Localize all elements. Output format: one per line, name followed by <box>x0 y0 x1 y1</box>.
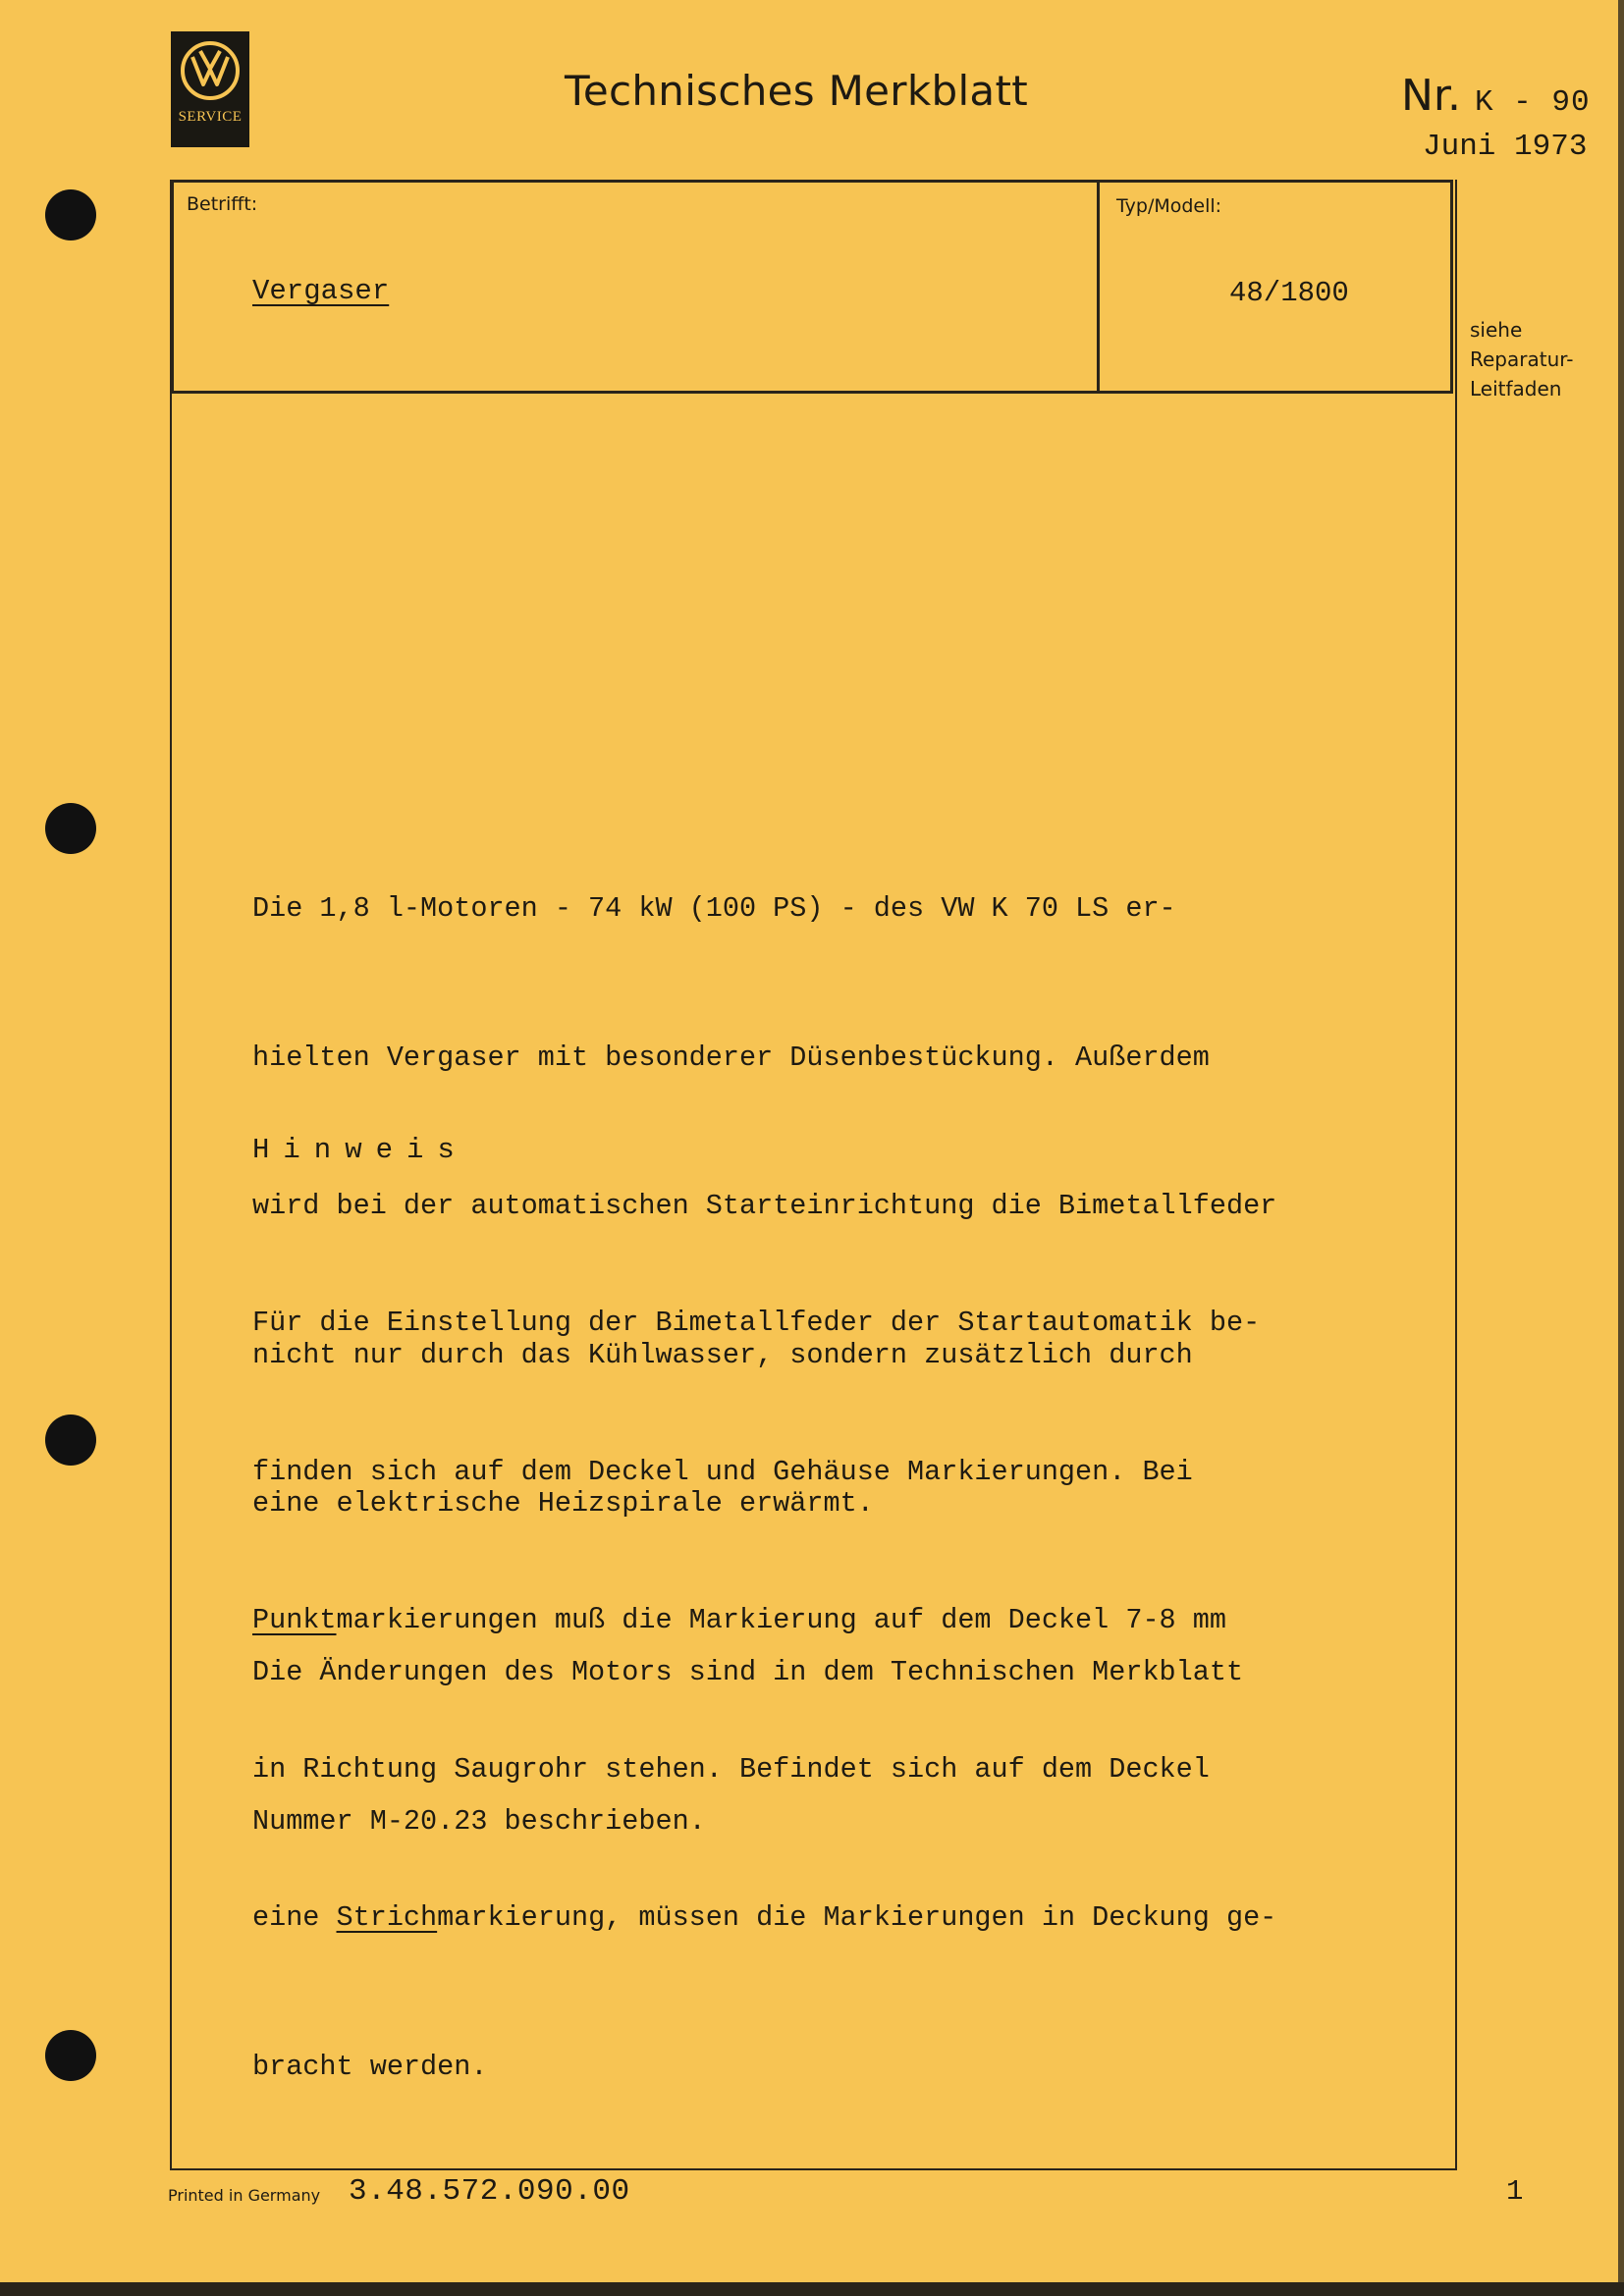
text-line: Nummer M-20.23 beschrieben. <box>252 1804 706 1838</box>
punch-hole <box>45 1415 96 1466</box>
punch-hole <box>45 189 96 240</box>
text-line: eine elektrische Heizspirale erwärmt. <box>252 1487 874 1520</box>
document-title: Technisches Merkblatt <box>565 67 1028 115</box>
text-segment: eine <box>252 1901 337 1934</box>
page-number: 1 <box>1506 2175 1524 2208</box>
number-value: K - 90 <box>1474 85 1591 120</box>
text-line <box>252 1894 1381 1944</box>
punch-hole <box>45 803 96 854</box>
text-line: Die Änderungen des Motors sind in dem Technischen Merkblatt <box>252 1656 1244 1688</box>
text-line: bracht werden. <box>252 2050 488 2083</box>
document-number <box>1401 71 1591 121</box>
model-value: 48/1800 <box>1229 277 1349 309</box>
punch-hole <box>45 2030 96 2081</box>
text-segment: markierungen muß die Markierung auf dem Deckel 7-8 mm <box>336 1604 1226 1636</box>
text-line: wird bei der automatischen Starteinrichtung die Bimetallfeder <box>252 1190 1277 1222</box>
underlined-word: Strich <box>336 1901 438 1934</box>
vw-logo-icon <box>179 39 242 102</box>
part-number: 3.48.572.090.00 <box>349 2174 630 2209</box>
underlined-word: Punkt <box>252 1604 337 1636</box>
subject-value: Vergaser <box>252 275 390 307</box>
text-line: hielten Vergaser mit besonderer Düsenbestückung. Außerdem <box>252 1041 1210 1074</box>
subject-label: Betrifft: <box>187 193 258 215</box>
paragraph-reference <box>252 1549 1381 1896</box>
side-note-line: Reparatur- <box>1470 347 1574 371</box>
side-note-line: siehe <box>1470 318 1523 342</box>
text-line: finden sich auf dem Deckel und Gehäuse Markierungen. Bei <box>252 1455 1193 1488</box>
page-edge-bottom <box>0 2282 1624 2296</box>
document-date: Juni 1973 <box>1423 130 1588 164</box>
number-label: Nr. <box>1401 71 1461 121</box>
text-segment: markierung, müssen die Markierungen in Deckung ge- <box>437 1901 1277 1934</box>
side-note <box>1470 315 1573 403</box>
text-line: Die 1,8 l-Motoren - 74 kW (100 PS) - des VW K 70 LS er- <box>252 892 1176 925</box>
text-line: in Richtung Saugrohr stehen. Befindet sich auf dem Deckel <box>252 1752 1210 1786</box>
header-divider <box>1097 180 1100 394</box>
text-line: Für die Einstellung der Bimetallfeder der Startautomatik be- <box>252 1307 1261 1339</box>
model-label: Typ/Modell: <box>1116 195 1222 217</box>
printed-note: Printed in Germany <box>168 2186 321 2205</box>
page-edge <box>1618 0 1624 2296</box>
note-heading: Hinweis <box>252 1134 468 1166</box>
side-note-line: Leitfaden <box>1470 377 1562 400</box>
logo-text: SERVICE <box>178 109 243 125</box>
text-line: nicht nur durch das Kühlwasser, sondern zusätzlich durch <box>252 1338 1193 1371</box>
vw-service-logo <box>171 31 249 147</box>
